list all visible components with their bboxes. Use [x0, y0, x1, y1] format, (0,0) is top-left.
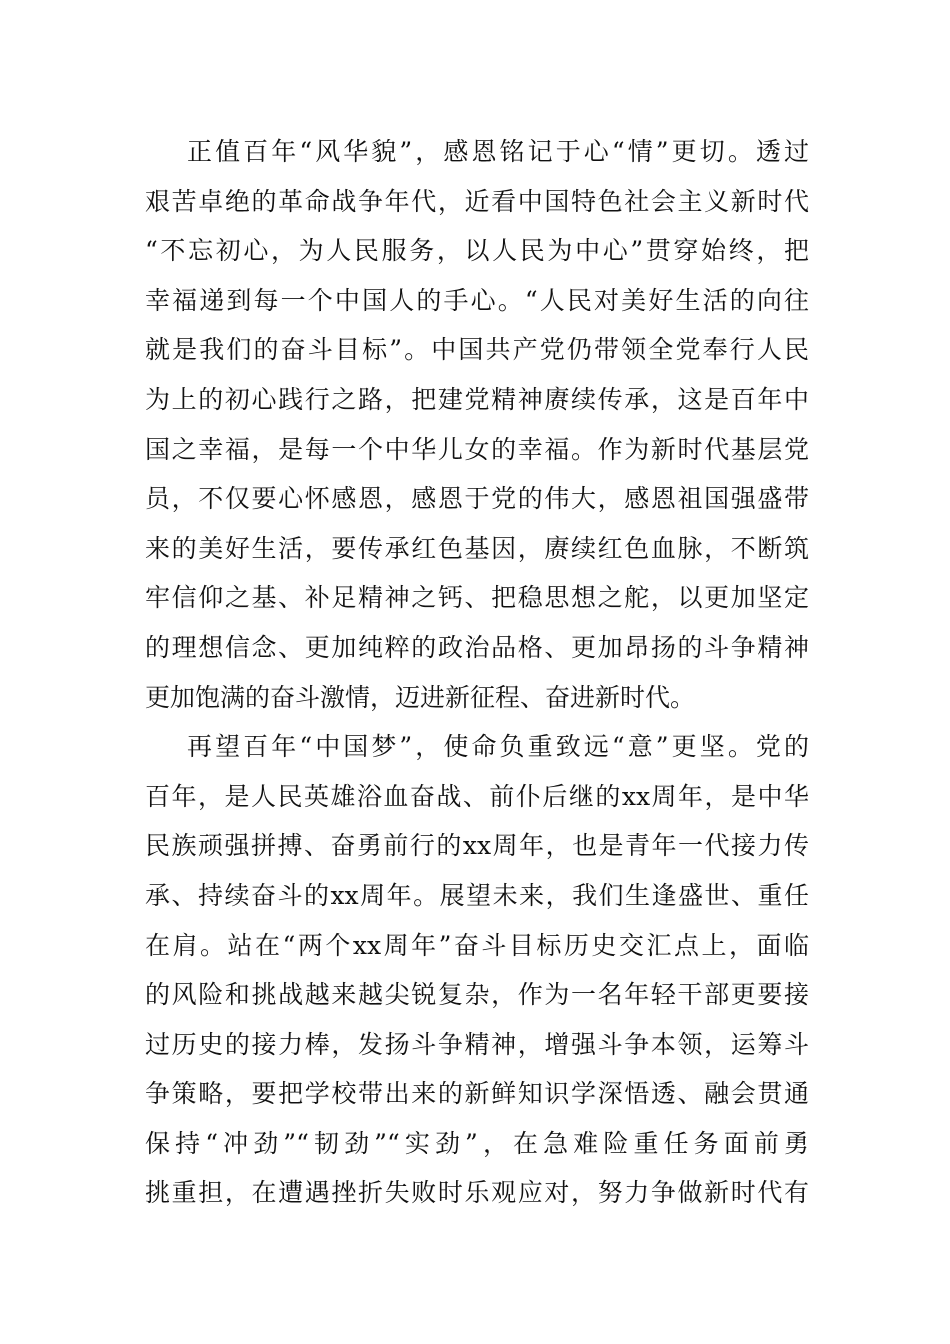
paragraph-line: 百年，是人民英雄浴血奋战、前仆后继的xx周年，是中华	[145, 781, 809, 811]
document-body	[145, 127, 809, 1218]
paragraph-line: “不忘初心，为人民服务，以人民为中心”贯穿始终，把	[145, 236, 809, 266]
paragraph-line: 员，不仅要心怀感恩，感恩于党的伟大，感恩祖国强盛带	[145, 484, 809, 514]
paragraph-line: 正值百年“风华貌”，感恩铭记于心“情”更切。透过	[187, 137, 809, 166]
paragraph-line: 幸福递到每一个中国人的手心。“人民对美好生活的向往	[145, 285, 809, 315]
paragraph-1	[145, 127, 809, 722]
paragraph-line: 更加饱满的奋斗激情，迈进新征程、奋进新时代。	[145, 682, 696, 712]
paragraph-line: 牢信仰之基、补足精神之钙、把稳思想之舵，以更加坚定	[145, 583, 809, 613]
paragraph-line: 艰苦卓绝的革命战争年代，近看中国特色社会主义新时代	[145, 186, 809, 216]
paragraph-line: 保持“冲劲”“韧劲”“实劲”，在急难险重任务面前勇	[145, 1128, 809, 1158]
paragraph-line: 再望百年“中国梦”，使命负重致远“意”更坚。党的	[187, 732, 809, 762]
paragraph-line: 挑重担，在遭遇挫折失败时乐观应对，努力争做新时代有	[145, 1178, 809, 1208]
paragraph-line: 为上的初心践行之路，把建党精神赓续传承，这是百年中	[145, 384, 809, 414]
paragraph-line: 来的美好生活，要传承红色基因，赓续红色血脉，不断筑	[145, 533, 809, 563]
paragraph-line: 过历史的接力棒，发扬斗争精神，增强斗争本领，运筹斗	[145, 1029, 809, 1059]
paragraph-line: 国之幸福，是每一个中华儿女的幸福。作为新时代基层党	[145, 434, 809, 464]
paragraph-line: 在肩。站在“两个xx周年”奋斗目标历史交汇点上，面临	[145, 930, 809, 960]
paragraph-2	[145, 722, 809, 1218]
paragraph-line: 就是我们的奋斗目标”。中国共产党仍带领全党奉行人民	[145, 335, 809, 365]
paragraph-line: 争策略，要把学校带出来的新鲜知识学深悟透、融会贯通	[145, 1079, 809, 1109]
paragraph-line: 的理想信念、更加纯粹的政治品格、更加昂扬的斗争精神	[145, 632, 809, 662]
paragraph-line: 承、持续奋斗的xx周年。展望未来，我们生逢盛世、重任	[145, 880, 809, 910]
paragraph-line: 的风险和挑战越来越尖锐复杂，作为一名年轻干部更要接	[145, 980, 809, 1010]
paragraph-line: 民族顽强拼搏、奋勇前行的xx周年，也是青年一代接力传	[145, 831, 809, 861]
